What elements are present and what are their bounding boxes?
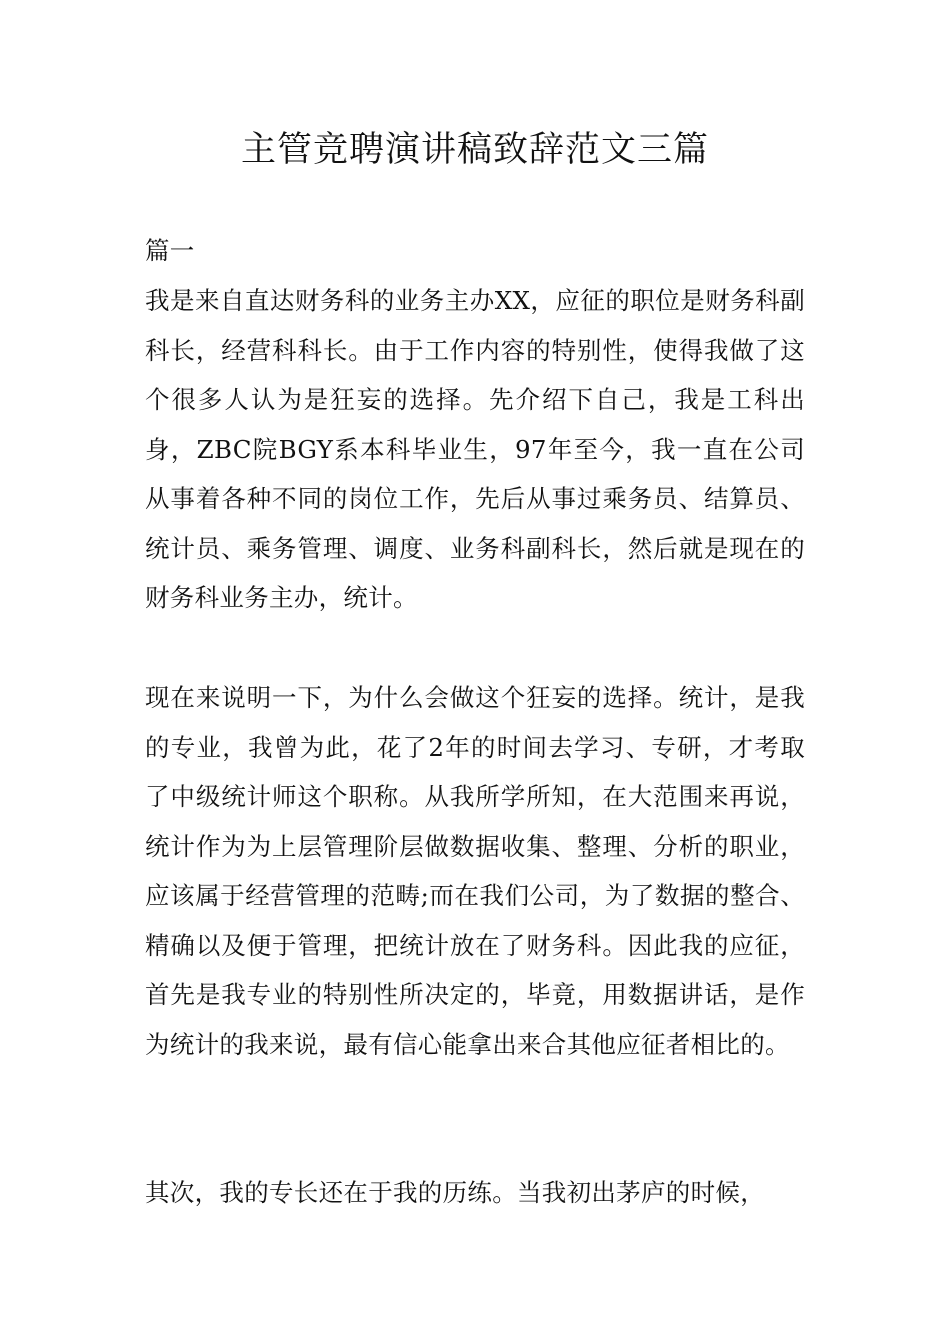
paragraph: 其次，我的专长还在于我的历练。当我初出茅庐的时候， [145,1178,765,1207]
section-label: 篇一 [145,236,195,265]
document-title: 主管竞聘演讲稿致辞范文三篇 [240,130,709,170]
paragraph: 我是来自直达财务科的业务主办XX，应征的职位是财务科副科长，经营科科长。由于工作内容的特别性，使得我做了这个很多人认为是狂妄的选择。先介绍下自己，我是工科出身，ZBC院BGY系本科毕业生，97年至今，我一直在公司从事着各种不同的岗位工作，先后从事过乘务员、结算员、统计员、乘务管理、调度、业务科副科长，然后就是现在的财务科业务主办，统计。 [145,286,805,612]
paragraph: 现在来说明一下，为什么会做这个狂妄的选择。统计，是我的专业，我曾为此，花了2年的时间去学习、专研，才考取了中级统计师这个职称。从我所学所知，在大范围来再说，统计作为为上层管理阶层做数据收集、整理、分析的职业，应该属于经营管理的范畴;而在我们公司，为了数据的整合、精确以及便于管理，把统计放在了财务科。因此我的应征，首先是我专业的特别性所决定的，毕竟，用数据讲话，是作为统计的我来说，最有信心能拿出来合其他应征者相比的。 [145,683,805,1059]
